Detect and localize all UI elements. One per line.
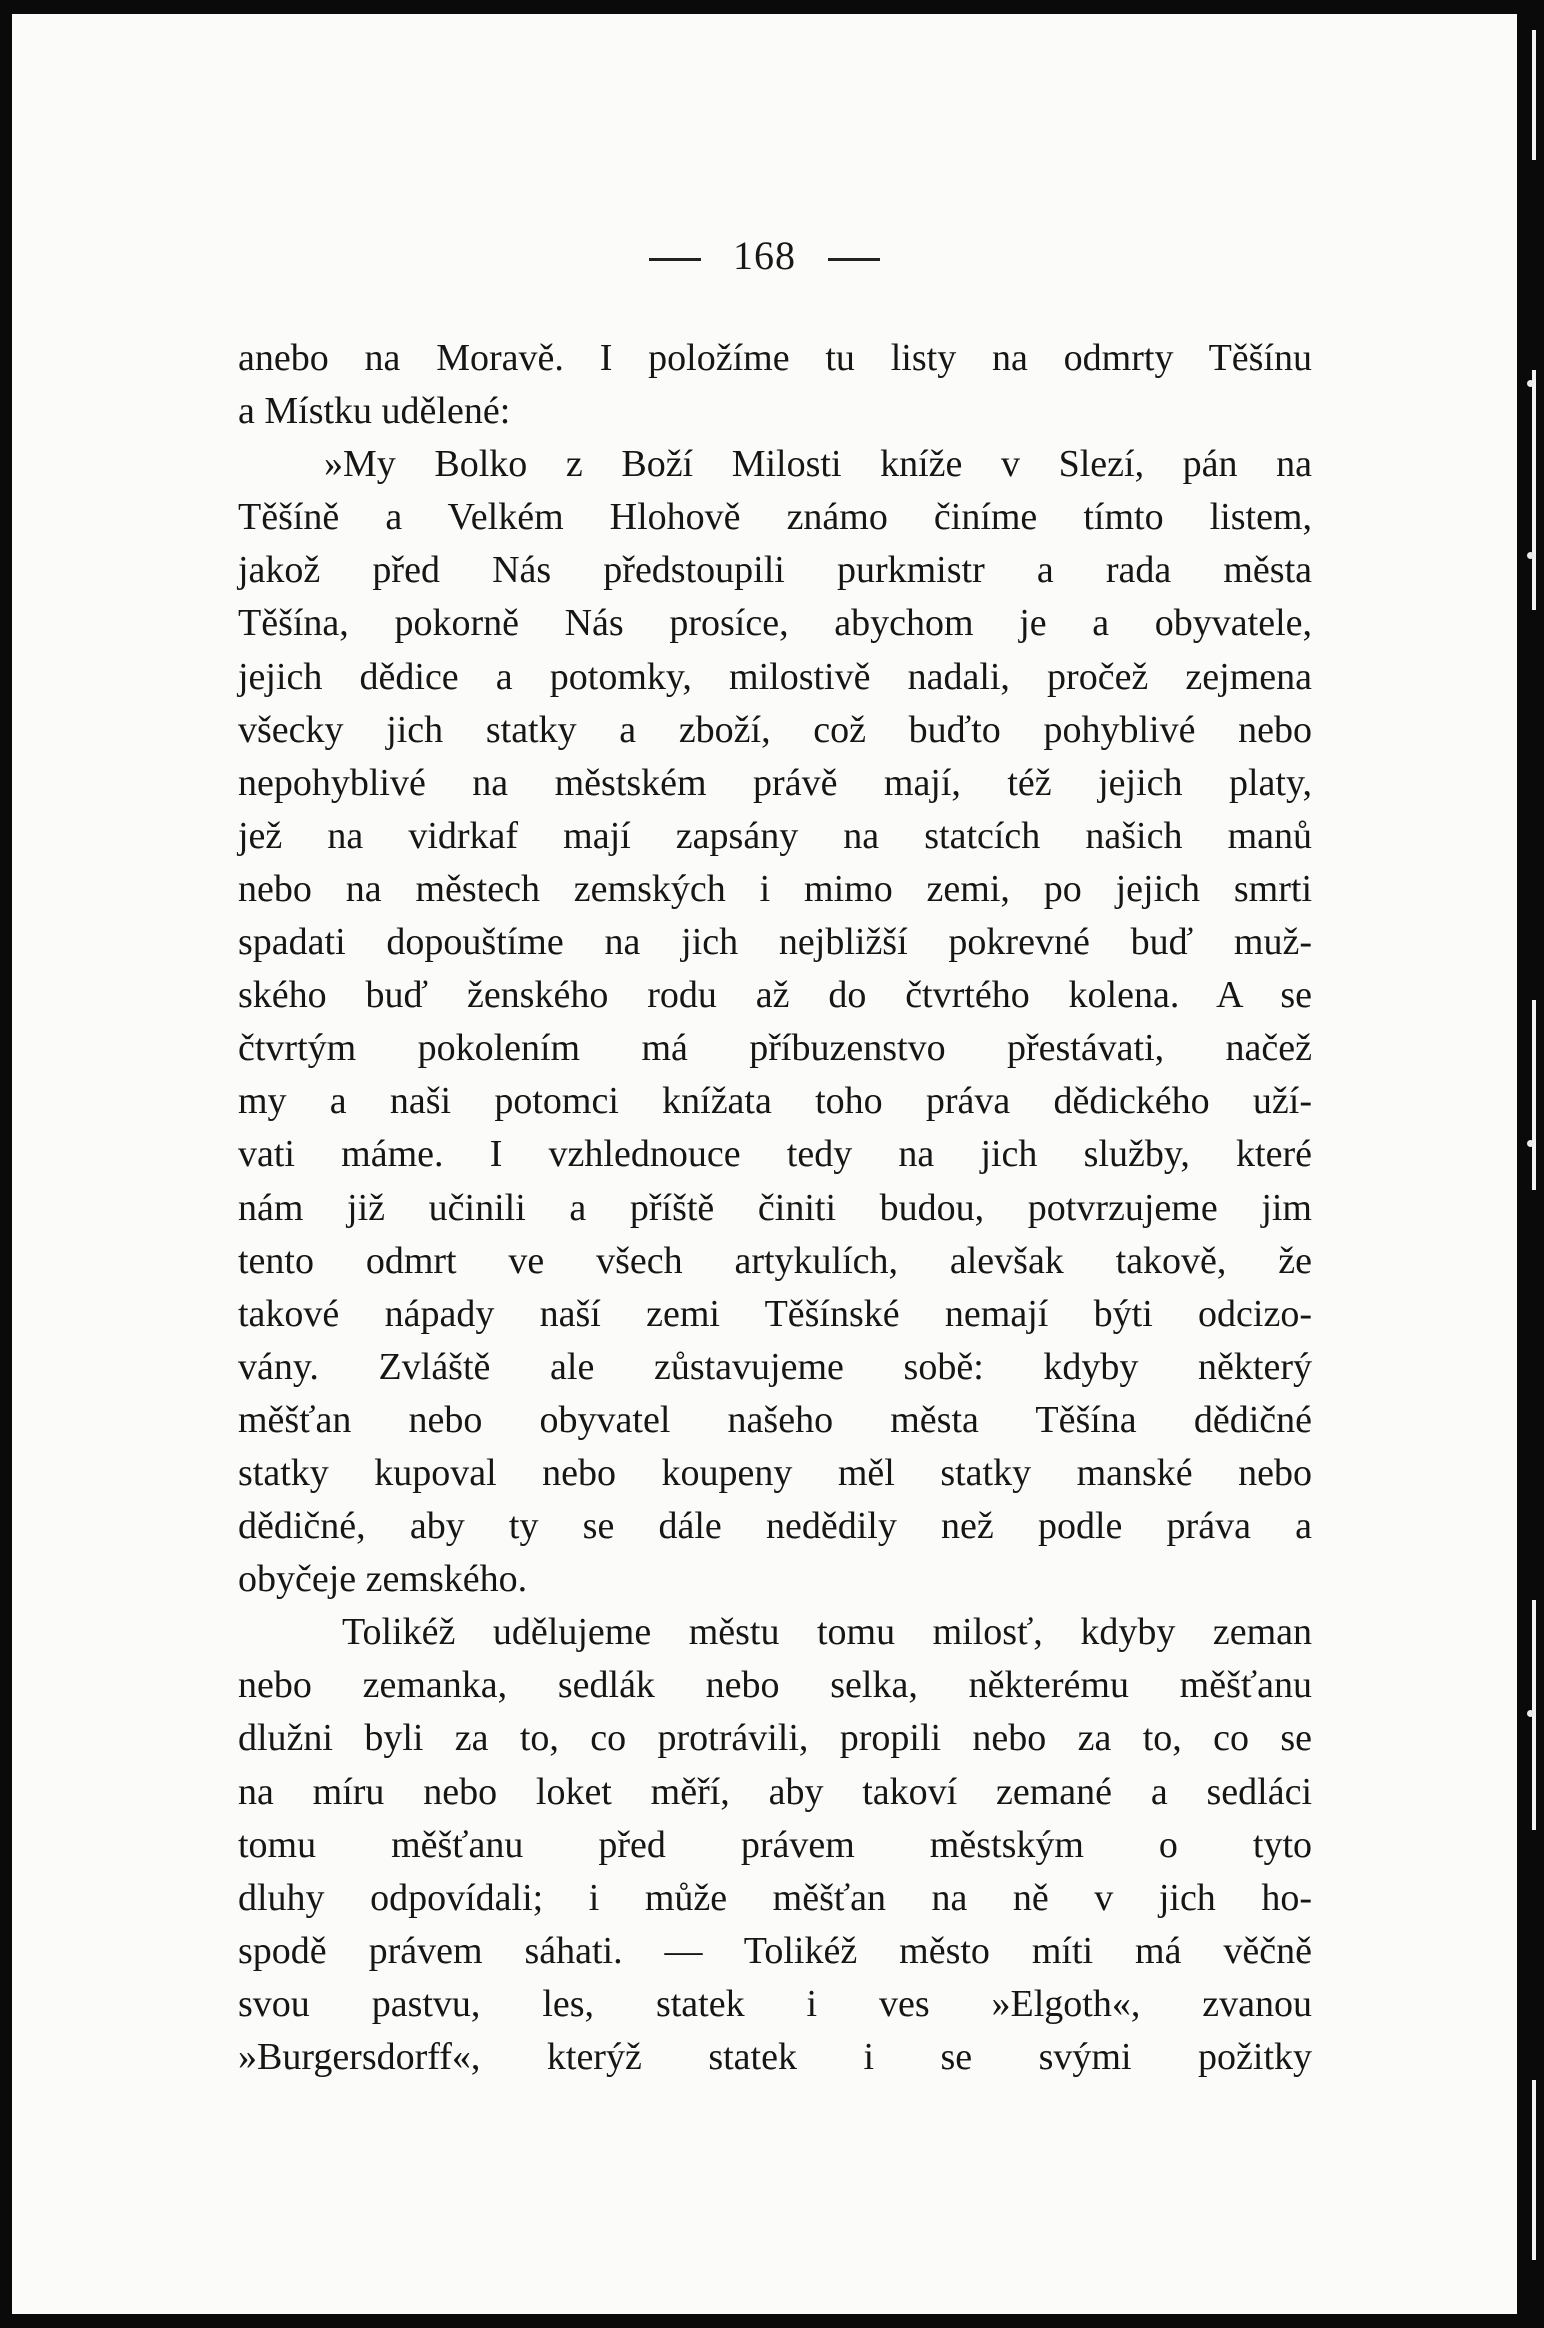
text-line: spadati dopouštíme na jich nejbližší pokrevné buď muž- (238, 921, 1312, 964)
text-line: jež na vidrkaf mají zapsány na statcích našich manů (238, 814, 1312, 857)
text-line: »My Bolko z Boží Milosti kníže v Slezí, pán na (324, 443, 1312, 486)
text-line: a Místku udělené: (238, 390, 511, 433)
text-line: dědičné, aby ty se dále nedědily než podle práva a (238, 1505, 1312, 1548)
header-dash-right (828, 258, 880, 261)
text-line: dlužni byli za to, co protrávili, propili nebo za to, co se (238, 1717, 1312, 1760)
text-line: nebo zemanka, sedlák nebo selka, některému měšťanu (238, 1664, 1312, 1707)
scan-edge-mark (1532, 1000, 1536, 1190)
scan-edge-mark (1532, 30, 1536, 160)
page-number: 168 (733, 233, 796, 278)
text-line: dluhy odpovídali; i může měšťan na ně v jich ho- (238, 1876, 1312, 1919)
scan-edge-dot (1527, 552, 1534, 559)
text-line: takové nápady naší zemi Těšínské nemají býti odcizo- (238, 1292, 1312, 1335)
document-page (12, 14, 1517, 2314)
text-line: ského buď ženského rodu až do čtvrtého kolena. A se (238, 974, 1312, 1017)
text-line: měšťan nebo obyvatel našeho města Těšína dědičné (238, 1398, 1312, 1441)
scan-edge-mark (1532, 2080, 1536, 2260)
text-line: na míru nebo loket měří, aby takoví zemané a sedláci (238, 1770, 1312, 1813)
text-line: tento odmrt ve všech artykulích, alevšak takově, že (238, 1239, 1312, 1282)
text-line: jakož před Nás předstoupili purkmistr a rada města (238, 549, 1312, 592)
text-line: Těšína, pokorně Nás prosíce, abychom je a obyvatele, (238, 602, 1312, 645)
page-header (12, 232, 1517, 279)
body-text (238, 332, 1312, 2084)
scan-edge-dot (1527, 1710, 1534, 1717)
scan-edge (1518, 0, 1544, 2328)
text-line: tomu měšťanu před právem městským o tyto (238, 1823, 1312, 1866)
text-line: nám již učinili a příště činiti budou, potvrzujeme jim (238, 1186, 1312, 1229)
text-line: obyčeje zemského. (238, 1558, 528, 1601)
text-line: my a naši potomci knížata toho práva dědického uží- (238, 1080, 1312, 1123)
text-line: nebo na městech zemských i mimo zemi, po jejich smrti (238, 867, 1312, 910)
scan-edge-dot (1527, 1140, 1534, 1147)
text-line: »Burgersdorff«, kterýž statek i se svými požitky (238, 2036, 1312, 2078)
text-line: Těšíně a Velkém Hlohově známo činíme tímto listem, (238, 496, 1312, 539)
text-line: vati máme. I vzhlednouce tedy na jich služby, které (238, 1133, 1312, 1176)
text-line: jejich dědice a potomky, milostivě nadali, pročež zejmena (238, 655, 1312, 698)
text-line: vány. Zvláště ale zůstavujeme sobě: kdyby některý (238, 1345, 1312, 1388)
header-dash-left (649, 258, 701, 261)
text-line: všecky jich statky a zboží, což buďto pohyblivé nebo (238, 708, 1312, 751)
scan-edge-dot (1527, 380, 1534, 387)
text-line: statky kupoval nebo koupeny měl statky manské nebo (238, 1451, 1312, 1494)
text-line: čtvrtým pokolením má příbuzenstvo přestávati, načež (238, 1027, 1312, 1070)
text-line: nepohyblivé na městském právě mají, též jejich platy, (238, 761, 1312, 804)
text-line: anebo na Moravě. I položíme tu listy na odmrty Těšínu (238, 337, 1312, 379)
text-line: spodě právem sáhati. — Tolikéž město míti má věčně (238, 1929, 1312, 1972)
text-line: svou pastvu, les, statek i ves »Elgoth«, zvanou (238, 1982, 1312, 2025)
text-line: Tolikéž udělujeme městu tomu milosť, kdyby zeman (342, 1611, 1312, 1654)
scan-edge-mark (1532, 370, 1536, 610)
